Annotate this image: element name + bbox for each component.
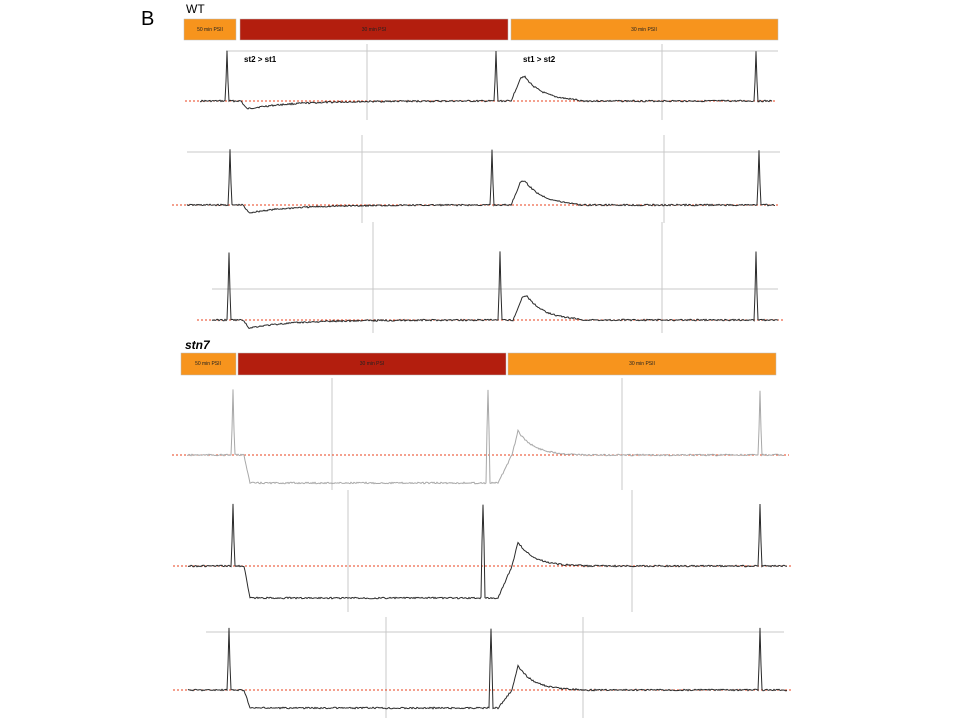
- light-bar-label: 30 min PSI: [361, 27, 387, 33]
- light-regime-bar-stn7: [181, 353, 776, 375]
- panel-letter: B: [141, 8, 155, 30]
- light-bar-label: 50 min PSII: [195, 361, 221, 367]
- trace-panel: [173, 490, 792, 612]
- trace-panels: [172, 44, 792, 718]
- group-label-wt: WT: [186, 2, 205, 16]
- light-bar-label: 50 min PSII: [197, 27, 223, 33]
- light-bar-label: 30 min PSI: [359, 361, 385, 367]
- data-trace-line: [187, 389, 784, 483]
- data-trace-line: [212, 251, 778, 328]
- light-bar-label: 30 min PSII: [631, 27, 657, 33]
- annotation-st2-st1: st2 > st1: [244, 55, 277, 64]
- annotation-st1-st2: st1 > st2: [523, 55, 556, 64]
- light-regime-bar-wt: [184, 19, 778, 40]
- group-stn7: [181, 338, 776, 375]
- data-trace-line: [187, 149, 775, 213]
- data-trace-line: [188, 628, 787, 709]
- trace-panel: [173, 617, 792, 718]
- data-trace-line: [200, 51, 772, 109]
- data-trace-line: [188, 504, 787, 599]
- group-wt: [184, 2, 778, 64]
- trace-panel: [197, 222, 783, 333]
- trace-panel: [172, 378, 789, 490]
- light-bar-label: 30 min PSII: [629, 361, 655, 367]
- trace-panel: [172, 135, 780, 223]
- group-label-stn7: stn7: [185, 338, 210, 352]
